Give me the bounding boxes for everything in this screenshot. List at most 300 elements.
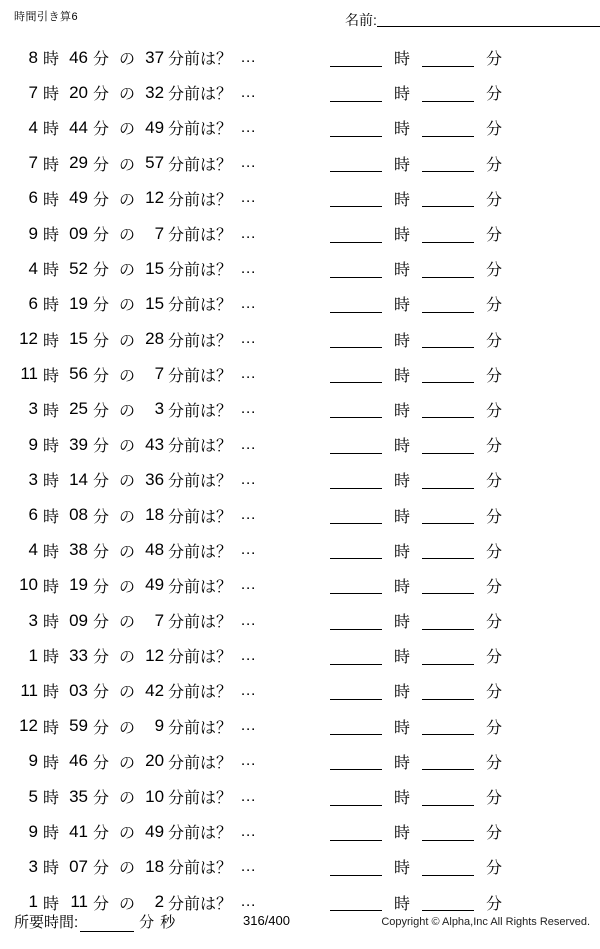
answer-minute-unit: 分 (485, 227, 502, 245)
answer-hour-unit: 時 (393, 578, 410, 596)
answer-hour-blank[interactable] (330, 225, 382, 243)
question-tail: 分前は？ (168, 614, 233, 632)
connector-label: の (119, 790, 136, 808)
answer-hour-unit: 時 (393, 895, 410, 913)
hour-unit-label: 時 (43, 895, 60, 913)
problem-hour: 8 (28, 47, 38, 67)
answer-area (330, 638, 514, 673)
problem-subtract: 37 (145, 47, 165, 67)
problem-hour: 3 (28, 856, 38, 876)
problem-row (0, 427, 600, 462)
answer-area (330, 286, 514, 321)
answer-minute-unit: 分 (485, 332, 502, 350)
problem-question (14, 216, 257, 251)
problem-hour: 1 (28, 645, 38, 665)
answer-minute-unit: 分 (485, 790, 502, 808)
dots-separator: … (240, 154, 258, 172)
problem-subtract: 49 (145, 117, 165, 137)
problem-minute: 09 (69, 223, 89, 243)
problem-question (14, 779, 257, 814)
answer-hour-blank[interactable] (330, 788, 382, 806)
answer-hour-unit: 時 (393, 51, 410, 69)
problem-hour: 3 (28, 469, 38, 489)
answer-hour-unit: 時 (393, 719, 410, 737)
connector-label: の (119, 51, 136, 69)
problem-question (14, 462, 257, 497)
answer-minute-unit: 分 (485, 156, 502, 174)
question-tail: 分前は？ (168, 438, 233, 456)
problem-minute: 38 (69, 540, 89, 560)
question-tail: 分前は？ (168, 332, 233, 350)
answer-hour-blank[interactable] (330, 189, 382, 207)
dots-separator: … (240, 294, 258, 312)
question-tail: 分前は？ (168, 719, 233, 737)
answer-minute-unit: 分 (485, 825, 502, 843)
page-footer (0, 911, 600, 941)
answer-hour-unit: 時 (393, 508, 410, 526)
problem-hour: 1 (28, 892, 38, 912)
answer-hour-blank[interactable] (330, 330, 382, 348)
dots-separator: … (240, 435, 258, 453)
minute-unit-label: 分 (93, 578, 110, 596)
problem-minute: 11 (70, 892, 89, 912)
answer-minute-blank[interactable] (422, 576, 474, 594)
dots-separator: … (240, 717, 258, 735)
answer-hour-blank[interactable] (330, 119, 382, 137)
problem-hour: 3 (28, 399, 38, 419)
minute-unit-label: 分 (93, 895, 110, 913)
problem-minute: 41 (69, 821, 89, 841)
problem-minute: 07 (69, 856, 89, 876)
hour-unit-label: 時 (43, 543, 60, 561)
problem-question (14, 568, 257, 603)
page-title: 時間引き算6 (14, 11, 79, 23)
answer-minute-blank[interactable] (422, 365, 474, 383)
answer-hour-unit: 時 (393, 367, 410, 385)
answer-hour-blank[interactable] (330, 576, 382, 594)
answer-minute-blank[interactable] (422, 823, 474, 841)
answer-minute-unit: 分 (485, 649, 502, 667)
problem-question (14, 181, 257, 216)
problem-question (14, 673, 257, 708)
answer-area (330, 568, 514, 603)
problem-question (14, 427, 257, 462)
dots-separator: … (240, 787, 258, 805)
problem-minute: 33 (69, 645, 89, 665)
answer-hour-unit: 時 (393, 825, 410, 843)
minute-unit-label: 分 (93, 754, 110, 772)
problem-minute: 49 (69, 188, 89, 208)
answer-minute-unit: 分 (485, 297, 502, 315)
hour-unit-label: 時 (43, 191, 60, 209)
time-minute-unit: 分 (139, 914, 155, 931)
problem-minute: 56 (69, 364, 89, 384)
answer-minute-blank[interactable] (422, 400, 474, 418)
minute-unit-label: 分 (93, 191, 110, 209)
dots-separator: … (240, 646, 258, 664)
answer-minute-unit: 分 (485, 121, 502, 139)
hour-unit-label: 時 (43, 790, 60, 808)
answer-minute-blank[interactable] (422, 858, 474, 876)
problem-subtract: 18 (145, 505, 165, 525)
answer-area (330, 322, 514, 357)
answer-minute-blank[interactable] (422, 682, 474, 700)
minute-unit-label: 分 (93, 860, 110, 878)
problem-minute: 25 (69, 399, 89, 419)
answer-hour-unit: 時 (393, 402, 410, 420)
answer-area (330, 75, 514, 110)
problem-subtract: 57 (145, 153, 165, 173)
answer-minute-blank[interactable] (422, 788, 474, 806)
time-taken-field[interactable] (14, 911, 178, 932)
minute-unit-label: 分 (93, 86, 110, 104)
problem-question (14, 110, 257, 145)
answer-minute-blank[interactable] (422, 717, 474, 735)
answer-area (330, 533, 514, 568)
name-input-line[interactable] (377, 12, 600, 27)
problem-row (0, 286, 600, 321)
problem-subtract: 7 (154, 610, 165, 630)
answer-hour-blank[interactable] (330, 893, 382, 911)
problem-minute: 19 (69, 575, 89, 595)
problem-row (0, 216, 600, 251)
problem-row (0, 181, 600, 216)
question-tail: 分前は？ (168, 297, 233, 315)
connector-label: の (119, 297, 136, 315)
problem-row (0, 40, 600, 75)
answer-minute-blank[interactable] (422, 752, 474, 770)
problem-hour: 9 (28, 751, 38, 771)
problem-subtract: 48 (145, 540, 165, 560)
answer-area (330, 427, 514, 462)
minute-unit-label: 分 (93, 367, 110, 385)
answer-minute-unit: 分 (485, 684, 502, 702)
hour-unit-label: 時 (43, 614, 60, 632)
connector-label: の (119, 719, 136, 737)
question-tail: 分前は？ (168, 578, 233, 596)
hour-unit-label: 時 (43, 86, 60, 104)
hour-unit-label: 時 (43, 332, 60, 350)
problem-hour: 4 (28, 258, 38, 278)
answer-hour-unit: 時 (393, 227, 410, 245)
time-second-unit: 秒 (160, 914, 176, 931)
answer-minute-blank[interactable] (422, 612, 474, 630)
dots-separator: … (240, 506, 258, 524)
answer-minute-unit: 分 (485, 578, 502, 596)
hour-unit-label: 時 (43, 121, 60, 139)
answer-minute-blank[interactable] (422, 260, 474, 278)
connector-label: の (119, 473, 136, 491)
minute-unit-label: 分 (93, 438, 110, 456)
problem-question (14, 709, 257, 744)
connector-label: の (119, 262, 136, 280)
problem-minute: 39 (69, 434, 89, 454)
answer-hour-unit: 時 (393, 754, 410, 772)
answer-minute-unit: 分 (485, 754, 502, 772)
answer-area (330, 849, 514, 884)
problem-row (0, 357, 600, 392)
answer-minute-blank[interactable] (422, 471, 474, 489)
answer-hour-blank[interactable] (330, 541, 382, 559)
dots-separator: … (240, 752, 258, 770)
problem-hour: 11 (20, 680, 38, 700)
problem-hour: 10 (19, 575, 38, 595)
dots-separator: … (240, 365, 258, 383)
problem-hour: 12 (19, 716, 38, 736)
answer-hour-unit: 時 (393, 86, 410, 104)
answer-minute-blank[interactable] (422, 541, 474, 559)
problem-subtract: 3 (154, 399, 165, 419)
answer-minute-blank[interactable] (422, 189, 474, 207)
hour-unit-label: 時 (43, 508, 60, 526)
answer-hour-unit: 時 (393, 614, 410, 632)
answer-hour-blank[interactable] (330, 84, 382, 102)
hour-unit-label: 時 (43, 825, 60, 843)
answer-minute-unit: 分 (485, 438, 502, 456)
answer-hour-unit: 時 (393, 790, 410, 808)
answer-hour-blank[interactable] (330, 471, 382, 489)
answer-hour-unit: 時 (393, 473, 410, 491)
dots-separator: … (240, 822, 258, 840)
name-label: 名前: (345, 12, 377, 28)
dots-separator: … (240, 189, 258, 207)
connector-label: の (119, 508, 136, 526)
answer-area (330, 497, 514, 532)
question-tail: 分前は？ (168, 262, 233, 280)
problem-question (14, 146, 257, 181)
answer-hour-blank[interactable] (330, 154, 382, 172)
dots-separator: … (240, 893, 258, 911)
question-tail: 分前は？ (168, 895, 233, 913)
problem-hour: 7 (28, 153, 38, 173)
answer-area (330, 40, 514, 75)
connector-label: の (119, 895, 136, 913)
problem-subtract: 7 (154, 364, 165, 384)
answer-hour-blank[interactable] (330, 647, 382, 665)
problem-question (14, 849, 257, 884)
problem-hour: 9 (28, 434, 38, 454)
answer-hour-blank[interactable] (330, 260, 382, 278)
answer-hour-blank[interactable] (330, 858, 382, 876)
problem-hour: 9 (28, 821, 38, 841)
problem-subtract: 49 (145, 575, 165, 595)
problem-hour: 4 (28, 117, 38, 137)
problem-question (14, 75, 257, 110)
problem-hour: 12 (19, 329, 38, 349)
problem-question (14, 533, 257, 568)
problem-row (0, 392, 600, 427)
problem-subtract: 7 (154, 223, 165, 243)
problem-hour: 5 (28, 786, 38, 806)
dots-separator: … (240, 330, 258, 348)
question-tail: 分前は？ (168, 790, 233, 808)
dots-separator: … (240, 611, 258, 629)
answer-minute-blank[interactable] (422, 154, 474, 172)
problem-question (14, 744, 257, 779)
problem-minute: 14 (69, 469, 89, 489)
answer-minute-blank[interactable] (422, 295, 474, 313)
answer-hour-blank[interactable] (330, 400, 382, 418)
answer-minute-blank[interactable] (422, 49, 474, 67)
minute-unit-label: 分 (93, 719, 110, 737)
answer-minute-blank[interactable] (422, 647, 474, 665)
question-tail: 分前は？ (168, 860, 233, 878)
problem-question (14, 322, 257, 357)
problem-hour: 6 (28, 293, 38, 313)
problem-subtract: 49 (145, 821, 165, 841)
hour-unit-label: 時 (43, 156, 60, 174)
minute-unit-label: 分 (93, 402, 110, 420)
hour-unit-label: 時 (43, 719, 60, 737)
problem-row (0, 673, 600, 708)
minute-unit-label: 分 (93, 825, 110, 843)
dots-separator: … (240, 224, 258, 242)
question-tail: 分前は？ (168, 543, 233, 561)
answer-hour-blank[interactable] (330, 295, 382, 313)
hour-unit-label: 時 (43, 473, 60, 491)
problem-minute: 44 (69, 117, 89, 137)
answer-area (330, 251, 514, 286)
problem-row (0, 603, 600, 638)
problem-hour: 3 (28, 610, 38, 630)
problem-row (0, 744, 600, 779)
minute-unit-label: 分 (93, 156, 110, 174)
name-field[interactable] (345, 12, 600, 27)
answer-area (330, 673, 514, 708)
answer-hour-blank[interactable] (330, 717, 382, 735)
minute-unit-label: 分 (93, 508, 110, 526)
hour-unit-label: 時 (43, 754, 60, 772)
answer-hour-blank[interactable] (330, 49, 382, 67)
problem-question (14, 286, 257, 321)
connector-label: の (119, 860, 136, 878)
answer-area (330, 146, 514, 181)
time-minute-blank[interactable] (80, 916, 134, 932)
answer-area (330, 814, 514, 849)
question-tail: 分前は？ (168, 156, 233, 174)
problem-subtract: 42 (145, 680, 165, 700)
answer-hour-blank[interactable] (330, 506, 382, 524)
problem-question (14, 392, 257, 427)
problem-hour: 9 (28, 223, 38, 243)
answer-area (330, 744, 514, 779)
answer-minute-unit: 分 (485, 473, 502, 491)
question-tail: 分前は？ (168, 86, 233, 104)
answer-area (330, 462, 514, 497)
answer-minute-blank[interactable] (422, 436, 474, 454)
problem-minute: 09 (69, 610, 89, 630)
question-tail: 分前は？ (168, 473, 233, 491)
answer-minute-blank[interactable] (422, 84, 474, 102)
problem-row (0, 146, 600, 181)
problem-row (0, 322, 600, 357)
problem-minute: 52 (69, 258, 89, 278)
answer-hour-blank[interactable] (330, 823, 382, 841)
answer-minute-unit: 分 (485, 86, 502, 104)
problem-question (14, 814, 257, 849)
question-tail: 分前は？ (168, 402, 233, 420)
answer-hour-blank[interactable] (330, 682, 382, 700)
problem-row (0, 110, 600, 145)
minute-unit-label: 分 (93, 51, 110, 69)
answer-area (330, 357, 514, 392)
answer-minute-blank[interactable] (422, 893, 474, 911)
connector-label: の (119, 578, 136, 596)
problem-minute: 08 (69, 505, 89, 525)
answer-minute-blank[interactable] (422, 506, 474, 524)
dots-separator: … (240, 857, 258, 875)
problem-row (0, 533, 600, 568)
answer-area (330, 216, 514, 251)
dots-separator: … (240, 83, 258, 101)
connector-label: の (119, 332, 136, 350)
dots-separator: … (240, 470, 258, 488)
answer-hour-blank[interactable] (330, 365, 382, 383)
minute-unit-label: 分 (93, 262, 110, 280)
connector-label: の (119, 156, 136, 174)
hour-unit-label: 時 (43, 438, 60, 456)
answer-minute-blank[interactable] (422, 225, 474, 243)
question-tail: 分前は？ (168, 121, 233, 139)
problem-minute: 19 (69, 293, 89, 313)
problem-minute: 15 (69, 329, 89, 349)
answer-minute-unit: 分 (485, 860, 502, 878)
answer-minute-unit: 分 (485, 543, 502, 561)
problem-hour: 6 (28, 188, 38, 208)
minute-unit-label: 分 (93, 332, 110, 350)
answer-hour-unit: 時 (393, 684, 410, 702)
problem-subtract: 12 (145, 188, 165, 208)
problem-row (0, 251, 600, 286)
problem-subtract: 15 (145, 293, 165, 313)
problem-question (14, 497, 257, 532)
answer-minute-blank[interactable] (422, 330, 474, 348)
problem-subtract: 18 (145, 856, 165, 876)
answer-minute-blank[interactable] (422, 119, 474, 137)
answer-minute-unit: 分 (485, 719, 502, 737)
problem-row (0, 779, 600, 814)
minute-unit-label: 分 (93, 649, 110, 667)
answer-minute-unit: 分 (485, 262, 502, 280)
time-taken-label: 所要時間: (14, 914, 79, 931)
problem-hour: 11 (20, 364, 38, 384)
answer-hour-unit: 時 (393, 262, 410, 280)
connector-label: の (119, 438, 136, 456)
hour-unit-label: 時 (43, 227, 60, 245)
problem-row (0, 75, 600, 110)
answer-hour-blank[interactable] (330, 612, 382, 630)
answer-minute-unit: 分 (485, 402, 502, 420)
answer-hour-blank[interactable] (330, 752, 382, 770)
dots-separator: … (240, 541, 258, 559)
hour-unit-label: 時 (43, 51, 60, 69)
minute-unit-label: 分 (93, 297, 110, 315)
answer-hour-blank[interactable] (330, 436, 382, 454)
copyright-notice: Copyright © Alpha,Inc All Rights Reserved. (381, 916, 590, 928)
problem-minute: 29 (69, 153, 89, 173)
answer-hour-unit: 時 (393, 649, 410, 667)
question-tail: 分前は？ (168, 227, 233, 245)
question-tail: 分前は？ (168, 684, 233, 702)
connector-label: の (119, 86, 136, 104)
problem-subtract: 32 (145, 82, 165, 102)
dots-separator: … (240, 48, 258, 66)
answer-hour-unit: 時 (393, 297, 410, 315)
problem-subtract: 2 (154, 892, 165, 912)
connector-label: の (119, 543, 136, 561)
problem-question (14, 40, 257, 75)
hour-unit-label: 時 (43, 684, 60, 702)
